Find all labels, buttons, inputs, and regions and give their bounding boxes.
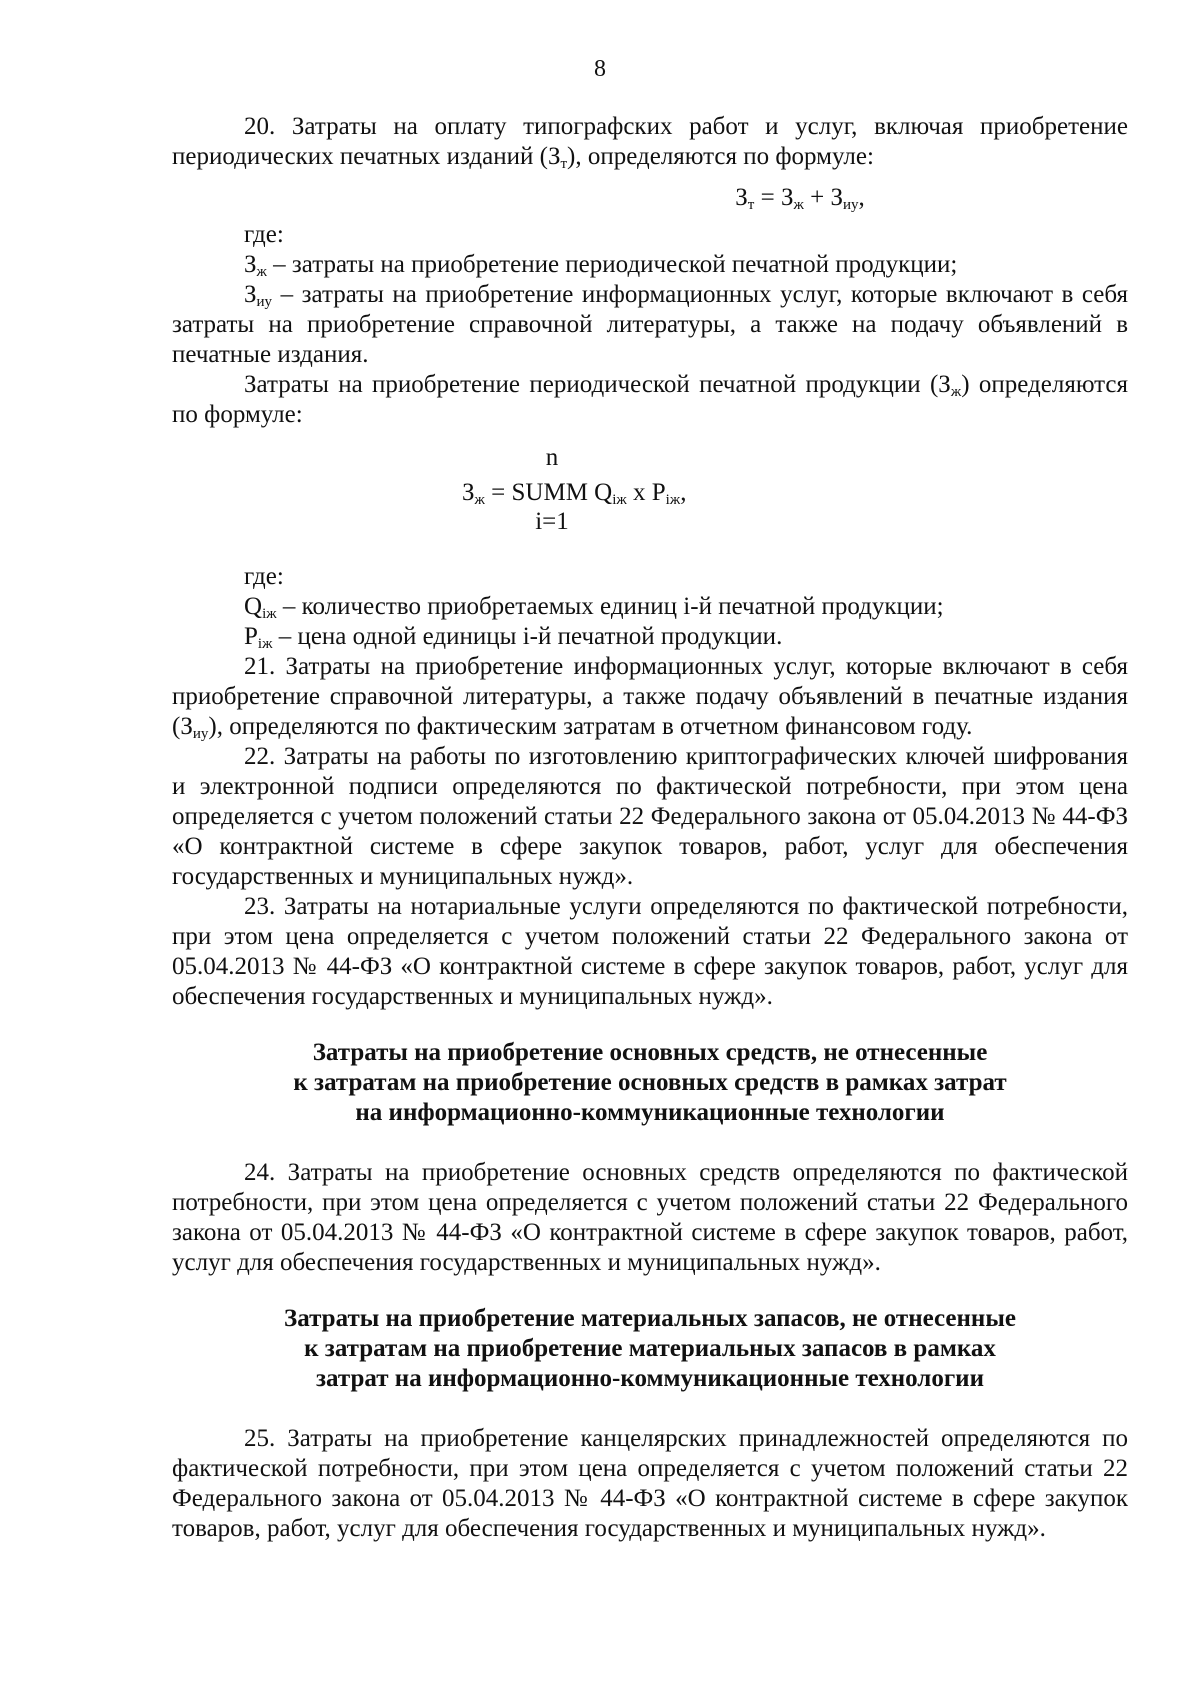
formula-typography: $З_т = З_ж + З_{иу}$, — [735, 184, 865, 213]
where-label: где: — [244, 563, 284, 590]
paragraph-25: 25. Затраты на приобретение канцелярских принадлежностей определяются по фактической потребности, при этом цена определяется с учетом положений статьи 22 Федерального закона от 05.04.2013 № 44-ФЗ «О контрактной системе в сфере закупок товаров, работ, услуг для обеспечения государственных и муниципальных нужд». — [172, 1425, 1128, 1542]
definition-zh: $З_ж$ – затраты на приобретение периодической печатной продукции; — [244, 251, 958, 280]
paragraph-24: 24. Затраты на приобретение основных средств определяются по фактической потребности, при этом цена определяется с учетом положений статьи 22 Федерального закона от 05.04.2013 № 44-ФЗ «О контрактной системе в сфере закупок товаров, работ, услуг для обеспечения государственных и муниципальных нужд». — [172, 1159, 1128, 1276]
sum-expression: $З_ж$ = SUMM $Q_{iж}$ x $P_{iж}$, — [462, 479, 687, 508]
section-heading-inventory: Затраты на приобретение материальных запасов, не отнесенные к затратам на приобретение материальных запасов в рамках затрат на информационно-коммуникационные технологии — [284, 1305, 1016, 1392]
definition-p: $P_{iж}$ – цена одной единицы i-й печатной продукции. — [244, 623, 783, 652]
document-body — [172, 112, 1128, 1544]
definition-q: $Q_{iж}$ – количество приобретаемых единиц i-й печатной продукции; — [244, 593, 944, 622]
where-label: где: — [244, 221, 284, 248]
periodicals-intro: Затраты на приобретение периодической печатной продукции $(З_ж)$ определяются по формуле: — [172, 371, 1129, 428]
paragraph-20: 20. Затраты на оплату типографских работ и услуг, включая приобретение периодических печатных изданий $(З_т)$, определяются по формуле: — [172, 113, 1128, 172]
paragraph-21: 21. Затраты на приобретение информационных услуг, которые включают в себя приобретение справочной литературы, а также подачу объявлений в печатные издания $(З_{иу})$, определяются по фактическим затратам в отчетном финансовом году. — [172, 653, 1128, 742]
sum-upper-limit: n — [545, 444, 559, 471]
paragraph-23: 23. Затраты на нотариальные услуги определяются по фактической потребности, при этом цена определяется с учетом положений статьи 22 Федерального закона от 05.04.2013 № 44-ФЗ «О контрактной системе в сфере закупок товаров, работ, услуг для обеспечения государственных и муниципальных нужд». — [172, 893, 1128, 1010]
sum-lower-limit: i=1 — [535, 508, 569, 535]
page-number: 8 — [594, 56, 606, 82]
section-heading-fixed-assets: Затраты на приобретение основных средств, не отнесенные к затратам на приобретение основных средств в рамках затрат на информационно-коммуникационные технологии — [293, 1039, 1007, 1126]
paragraph-22: 22. Затраты на работы по изготовлению криптографических ключей шифрования и электронной подписи определяются по фактической потребности, при этом цена определяется с учетом положений статьи 22 Федерального закона от 05.04.2013 № 44-ФЗ «О контрактной системе в сфере закупок товаров, работ, услуг для обеспечения государственных и муниципальных нужд». — [172, 743, 1128, 890]
definition-iu: $З_{иу}$ – затраты на приобретение информационных услуг, которые включают в себя затраты на приобретение справочной литературы, а также на подачу объявлений в печатные издания. — [172, 281, 1128, 368]
formula-periodicals — [172, 444, 1128, 562]
